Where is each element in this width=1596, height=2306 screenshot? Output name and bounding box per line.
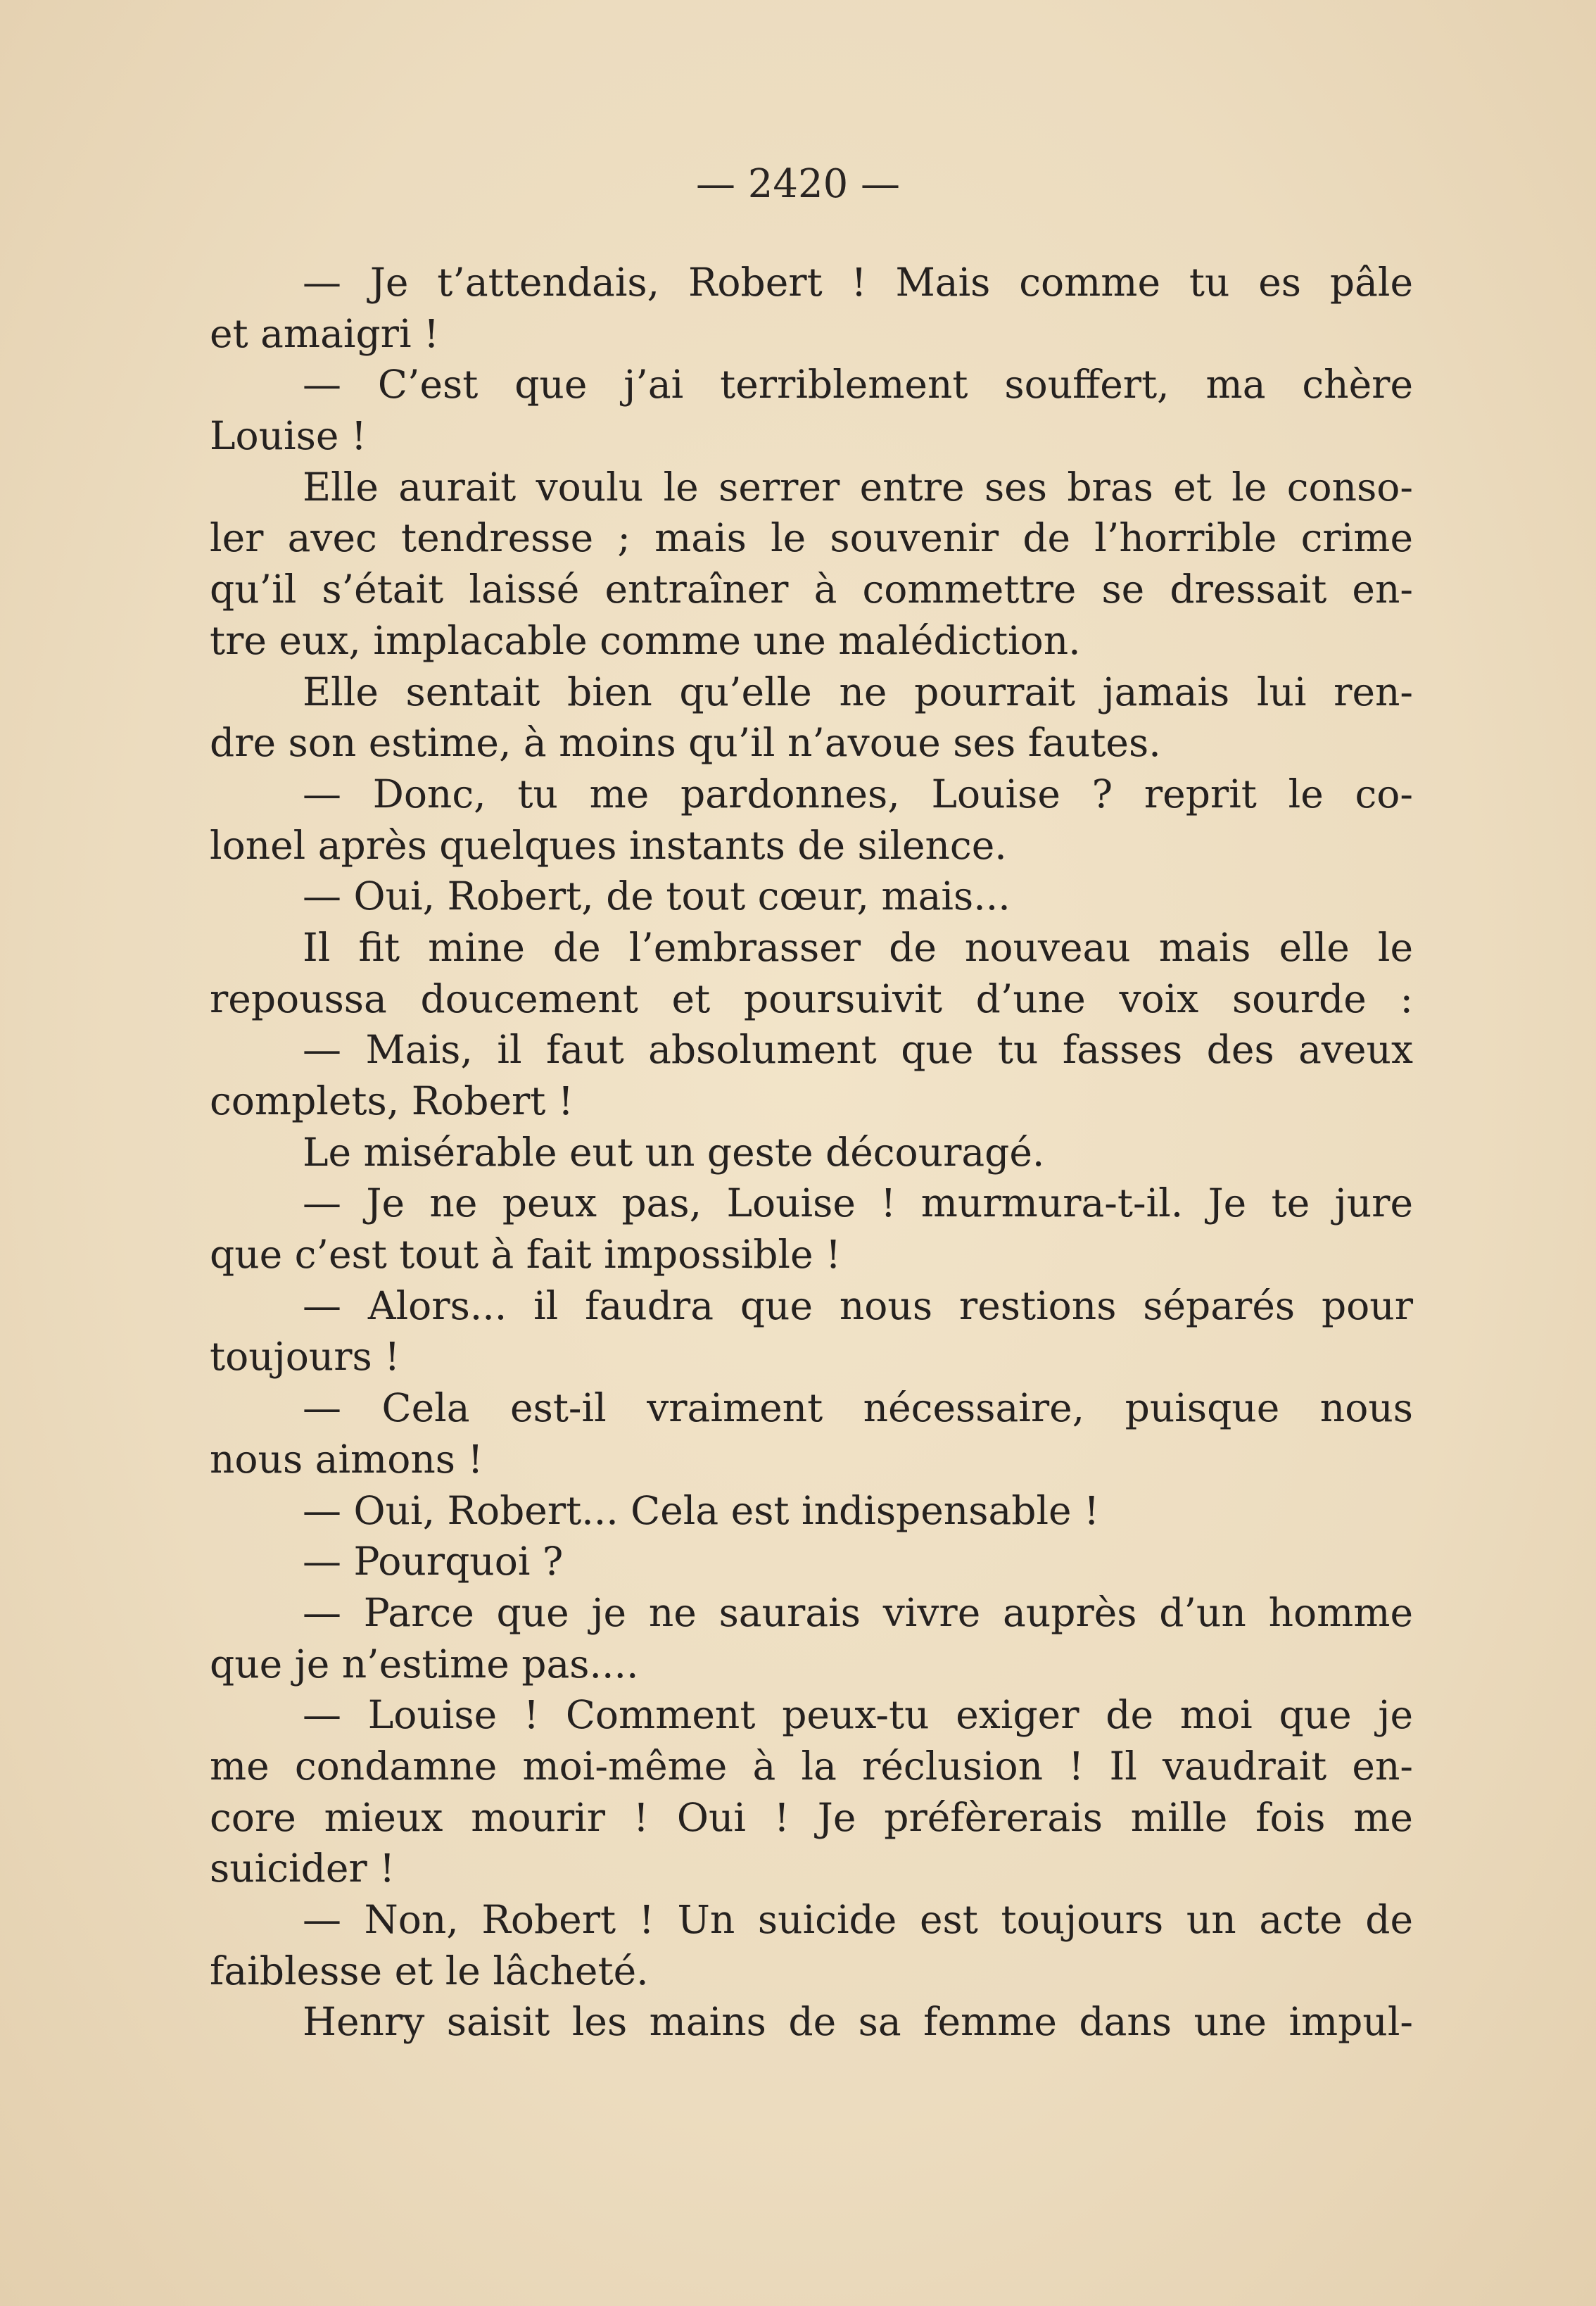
text-line: Il fit mine de l’embrasser de nouveau mais elle le bbox=[303, 924, 1413, 970]
text-line: suicider ! bbox=[210, 1846, 395, 1891]
text-line: — C’est que j’ai terriblement souffert, ma chère bbox=[303, 362, 1413, 408]
text-line: — Oui, Robert... Cela est indispensable ! bbox=[303, 1487, 1100, 1533]
text-line: — Louise ! Comment peux-tu exiger de moi que je bbox=[303, 1692, 1413, 1738]
text-line: lonel après quelques instants de silence. bbox=[210, 822, 1007, 868]
text-line: — Je t’attendais, Robert ! Mais comme tu es pâle bbox=[303, 260, 1413, 305]
text-line: — Donc, tu me pardonnes, Louise ? reprit le co- bbox=[303, 771, 1413, 817]
text-line: Elle aurait voulu le serrer entre ses bras et le conso- bbox=[303, 464, 1413, 510]
text-line: et amaigri ! bbox=[210, 310, 440, 356]
text-line: core mieux mourir ! Oui ! Je préfèrerais mille fois me bbox=[210, 1794, 1413, 1840]
text-line: que c’est tout à fait impossible ! bbox=[210, 1232, 842, 1278]
text-line: — Alors... il faudra que nous restions séparés pour bbox=[303, 1283, 1413, 1328]
text-line: tre eux, implacable comme une malédiction. bbox=[210, 617, 1081, 663]
text-line: — Mais, il faut absolument que tu fasses des aveux bbox=[303, 1027, 1413, 1073]
text-line: — Oui, Robert, de tout cœur, mais... bbox=[303, 874, 1011, 919]
text-line: toujours ! bbox=[210, 1334, 400, 1380]
text-line: — Cela est-il vraiment nécessaire, puisque nous bbox=[303, 1385, 1413, 1431]
text-line: que je n’estime pas.... bbox=[210, 1641, 639, 1687]
body-text bbox=[210, 257, 1413, 2048]
text-line: Elle sentait bien qu’elle ne pourrait jamais lui ren- bbox=[303, 669, 1413, 714]
text-line: faiblesse et le lâcheté. bbox=[210, 1948, 649, 1993]
text-line: qu’il s’était laissé entraîner à commettre se dressait en- bbox=[210, 567, 1413, 612]
text-line: Henry saisit les mains de sa femme dans une impul- bbox=[303, 1999, 1413, 2045]
text-line: ler avec tendresse ; mais le souvenir de l’horrible crime bbox=[210, 515, 1413, 561]
page-number: — 2420 — bbox=[695, 161, 901, 207]
text-line: — Non, Robert ! Un suicide est toujours un acte de bbox=[303, 1897, 1413, 1942]
text-line: — Je ne peux pas, Louise ! murmura-t-il. Je te jure bbox=[303, 1180, 1413, 1226]
text-line: me condamne moi-même à la réclusion ! Il vaudrait en- bbox=[210, 1743, 1413, 1789]
text-line: Louise ! bbox=[210, 413, 367, 459]
text-line: dre son estime, à moins qu’il n’avoue ses fautes. bbox=[210, 720, 1161, 766]
text-line: — Pourquoi ? bbox=[303, 1539, 564, 1584]
text-line: — Parce que je ne saurais vivre auprès d’un homme bbox=[303, 1589, 1413, 1635]
text-line: nous aimons ! bbox=[210, 1436, 483, 1482]
text-line: Le misérable eut un geste découragé. bbox=[303, 1129, 1045, 1175]
text-line: complets, Robert ! bbox=[210, 1078, 574, 1123]
text-line: repoussa doucement et poursuivit d’une voix sourde : bbox=[210, 976, 1413, 1021]
